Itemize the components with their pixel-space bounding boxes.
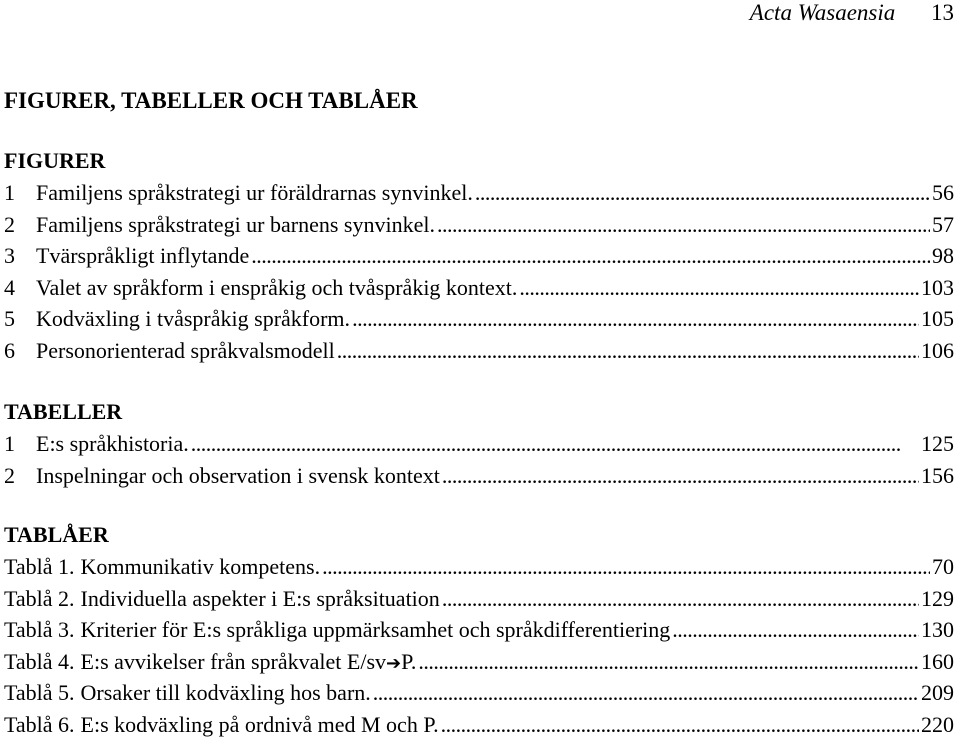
entry-label: Kodväxling i tvåspråkig språkform. <box>36 306 351 332</box>
entry-label: E:s kodväxling på ordnivå med M och P. <box>80 711 439 737</box>
dot-leader <box>437 209 930 241</box>
entry-label-group <box>4 709 439 741</box>
entry-number: 1 <box>4 180 15 205</box>
entry-label: Individuella aspekter i E:s språksituation <box>80 585 440 611</box>
entry-page: 105 <box>921 306 954 332</box>
entry-label: Valet av språkform i enspråkig och tvåspråkig kontext. <box>36 274 518 300</box>
dot-leader <box>441 709 919 741</box>
section-title-tabeller: TABELLER <box>4 399 123 424</box>
entry-tag: Tablå 1. <box>4 554 75 579</box>
entry-label: Familjens språkstrategi ur barnens synvinkel. <box>36 211 435 237</box>
toc-entry <box>4 335 954 367</box>
entry-label: Orsaker till kodväxling hos barn. <box>80 680 371 706</box>
entry-page: 129 <box>921 585 954 611</box>
entry-page: 106 <box>921 337 954 363</box>
entry-label: E:s avvikelser från språkvalet E/sv <box>80 648 387 674</box>
dot-leader <box>475 177 930 209</box>
entry-label: Familjens språkstrategi ur föräldrarnas synvinkel. <box>36 180 473 205</box>
tablaer-section <box>4 519 954 741</box>
entry-tag: Tablå 3. <box>4 617 75 643</box>
entry-label-group <box>4 551 320 583</box>
dot-leader <box>442 460 919 492</box>
entry-page: 56 <box>932 180 954 205</box>
entry-page: 70 <box>932 554 954 579</box>
toc-entry <box>4 583 954 615</box>
figurer-section <box>4 145 954 367</box>
toc-entry <box>4 272 954 304</box>
toc-entry <box>4 460 954 492</box>
entry-tag: Tablå 5. <box>4 680 75 706</box>
entry-number: 2 <box>4 462 15 488</box>
entry-number: 3 <box>4 243 15 269</box>
entry-tag: Tablå 2. <box>4 585 75 611</box>
toc-entry <box>4 240 954 272</box>
dot-leader <box>251 240 930 272</box>
entry-label: Kommunikativ kompetens. <box>80 554 321 579</box>
entry-label-group <box>4 583 440 615</box>
entry-page: 57 <box>932 211 954 237</box>
entry-label: E:s språkhistoria. <box>36 431 189 456</box>
entry-page: 160 <box>921 648 954 674</box>
entry-page: 220 <box>921 711 954 737</box>
entry-number: 5 <box>4 306 15 332</box>
toc-entry <box>4 209 954 241</box>
toc-entry <box>4 303 954 335</box>
entry-label: Inspelningar och observation i svensk kontext <box>36 462 440 488</box>
dot-leader <box>373 677 919 709</box>
page-number: 13 <box>931 0 954 25</box>
dot-leader <box>418 646 919 678</box>
toc-entry <box>4 551 954 583</box>
dot-leader <box>322 551 930 583</box>
toc-entry <box>4 709 954 741</box>
dot-leader <box>352 303 919 335</box>
section-title-figurer: FIGURER <box>4 148 106 173</box>
entry-page: 130 <box>921 617 954 643</box>
arrow-right-icon: ➔ <box>386 652 402 674</box>
entry-page: 156 <box>921 462 954 488</box>
journal-name: Acta Wasaensia <box>749 0 896 25</box>
entry-page: 103 <box>921 274 954 300</box>
toc-entry <box>4 177 954 209</box>
tabeller-section <box>4 396 954 491</box>
entry-label: Kriterier för E:s språkliga uppmärksamhet och språkdifferentiering <box>80 617 671 643</box>
entry-tag: Tablå 4. <box>4 648 75 674</box>
entry-tag: Tablå 6. <box>4 711 75 737</box>
toc-entry <box>4 428 954 460</box>
entry-number: 2 <box>4 211 15 237</box>
entry-number: 1 <box>4 431 15 456</box>
page-title: FIGURER, TABELLER OCH TABLÅER <box>4 88 418 113</box>
entry-label-group <box>4 677 371 709</box>
entry-page: 98 <box>932 243 954 269</box>
entry-label-group <box>4 646 416 678</box>
toc-entry <box>4 677 954 709</box>
entry-label: Personorienterad språkvalsmodell <box>36 337 335 363</box>
toc-entry <box>4 646 954 678</box>
section-title-tablaer: TABLÅER <box>4 522 109 547</box>
dot-leader <box>337 335 919 367</box>
entry-number: 6 <box>4 337 15 363</box>
toc-entry <box>4 614 954 646</box>
entry-page: 125 <box>921 431 954 456</box>
dot-leader <box>191 428 919 460</box>
entry-label-group <box>4 614 670 646</box>
entry-page: 209 <box>921 680 954 706</box>
dot-leader <box>519 272 919 304</box>
entry-label-suffix: P. <box>401 648 417 674</box>
entry-label: Tvärspråkligt inflytande <box>36 243 250 269</box>
entry-number: 4 <box>4 274 15 300</box>
dot-leader <box>442 583 919 615</box>
running-header <box>750 0 954 26</box>
dot-leader <box>672 614 919 646</box>
